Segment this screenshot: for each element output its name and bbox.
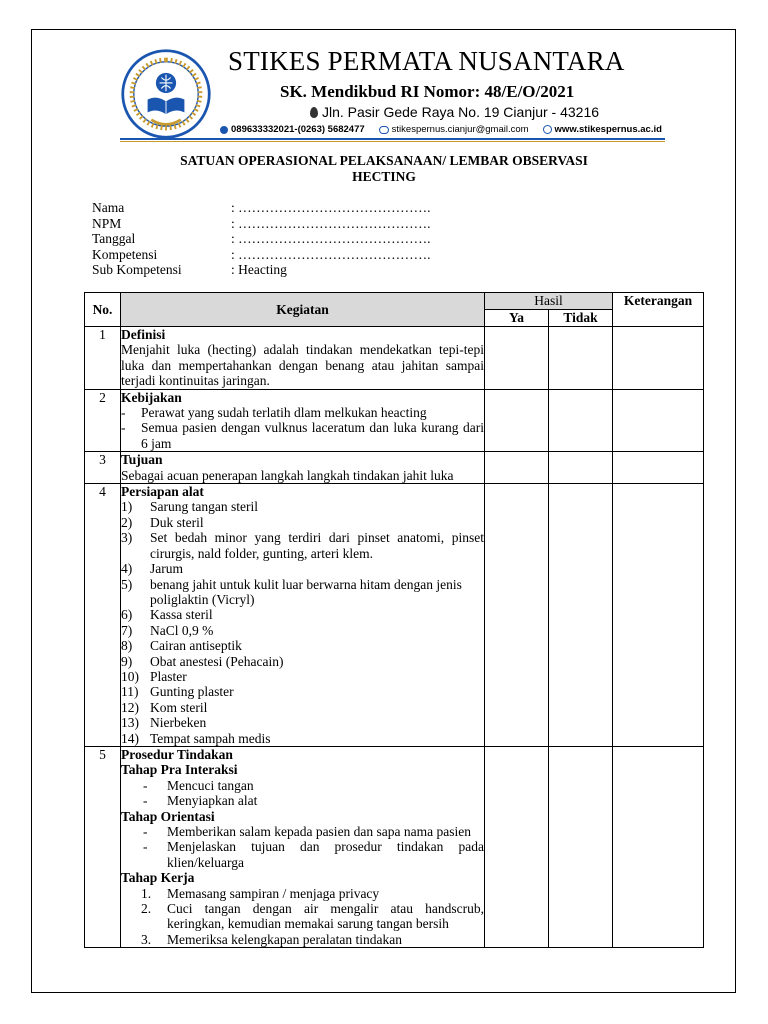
phone-icon	[220, 126, 228, 134]
section-text: Menjahit luka (hecting) adalah tindakan mendekatkan tepi-tepi luka dan mempertahankan dengan benang atau jahitan sampai terjadi kontinuitas jaringan.	[121, 342, 484, 389]
list-item	[121, 654, 484, 669]
table-row	[85, 452, 704, 484]
identity-row-tanggal	[92, 231, 431, 247]
institution-name: STIKES PERMATA NUSANTARA	[228, 46, 625, 76]
list-item-text: Tempat sampah medis	[150, 730, 271, 746]
activity-cell	[121, 484, 485, 747]
identity-row-npm	[92, 216, 431, 232]
list-item-text: Plaster	[150, 668, 187, 684]
list-item-text: Menyiapkan alat	[167, 793, 258, 809]
list-item	[121, 499, 484, 514]
identity-row-sub-kompetensi	[92, 262, 431, 278]
section-title: Definisi	[121, 327, 166, 342]
list-number: 4)	[121, 561, 133, 577]
document-subtitle: HECTING	[352, 169, 416, 184]
table-row	[85, 327, 704, 390]
identity-value: : …………………………………….	[231, 215, 431, 231]
list-item-text: Menjelaskan tujuan dan prosedur tindakan pada klien/keluarga	[167, 839, 484, 870]
list-item-text: Jarum	[150, 561, 183, 577]
list-item	[121, 886, 484, 901]
list-item-text: Duk steril	[150, 514, 204, 530]
list-number: 14)	[121, 730, 139, 746]
list-item-text: Nierbeken	[150, 715, 207, 731]
section-title: Kebijakan	[121, 389, 182, 405]
tidak-checkbox-cell[interactable]	[549, 746, 613, 947]
list-item	[121, 669, 484, 684]
list-item	[121, 561, 484, 576]
list-item	[121, 778, 484, 793]
list-item-text: Set bedah minor yang terdiri dari pinset anatomi, pinset cirurgis, nald folder, gunting, arteri klem.	[150, 530, 484, 561]
identity-row-nama	[92, 200, 431, 216]
address	[310, 104, 599, 120]
row-number: 3	[85, 452, 121, 484]
ya-checkbox-cell[interactable]	[485, 327, 549, 390]
list-number: 13)	[121, 715, 139, 731]
section-title: Persiapan alat	[121, 484, 204, 500]
header-divider-gold	[120, 141, 665, 142]
header-keterangan: Keterangan	[613, 293, 704, 327]
list-number: 5)	[121, 576, 133, 592]
decree-number: SK. Mendikbud RI Nomor: 48/E/O/2021	[280, 82, 575, 101]
list-item	[121, 638, 484, 653]
header-kegiatan: Kegiatan	[121, 293, 485, 327]
header-divider-blue	[120, 138, 665, 140]
list-item-text: benang jahit untuk kulit luar berwarna hitam dengan jenis poliglaktin (Vicryl)	[150, 576, 462, 607]
identity-label: NPM	[92, 215, 122, 231]
dash-marker: -	[143, 824, 148, 839]
list-number: 1.	[141, 885, 152, 901]
list-item	[121, 731, 484, 746]
list-item	[121, 839, 484, 870]
keterangan-cell[interactable]	[613, 484, 704, 747]
activity-cell	[121, 746, 485, 947]
header-ya: Ya	[485, 310, 549, 327]
location-pin-icon	[310, 107, 318, 118]
list-item-text: Cuci tangan dengan air mengalir atau handscrub, keringkan, kemudian memakai sarung tangan bersih	[167, 901, 484, 932]
dash-marker: -	[121, 405, 126, 421]
list-item	[121, 405, 484, 420]
address-text: Jln. Pasir Gede Raya No. 19 Cianjur - 43216	[322, 104, 600, 120]
list-item	[121, 420, 484, 451]
list-item-text: Semua pasien dengan vulknus laceratum dan luka kurang dari 6 jam	[141, 420, 484, 451]
keterangan-cell[interactable]	[613, 327, 704, 390]
activity-cell	[121, 327, 485, 390]
section-title: Prosedur Tindakan	[121, 746, 233, 762]
header-no: No.	[85, 293, 121, 327]
section-title: Tujuan	[121, 452, 163, 468]
list-item	[121, 700, 484, 715]
list-item	[121, 715, 484, 730]
activity-cell	[121, 389, 485, 452]
table-row	[85, 389, 704, 452]
list-item-text: Memberikan salam kepada pasien dan sapa nama pasien	[167, 824, 472, 839]
list-item-text: Sarung tangan steril	[150, 499, 258, 515]
list-item	[121, 607, 484, 622]
contact-line	[220, 124, 662, 135]
list-item-text: Memeriksa kelengkapan peralatan tindakan	[167, 931, 403, 947]
subsection-title: Tahap Kerja	[121, 870, 195, 886]
row-number: 2	[85, 389, 121, 452]
list-item-text: Obat anestesi (Pehacain)	[150, 653, 284, 669]
row-number: 1	[85, 327, 121, 390]
list-item	[121, 932, 484, 947]
dash-marker: -	[143, 793, 148, 809]
identity-value: : Heacting	[231, 262, 287, 277]
ya-checkbox-cell[interactable]	[485, 452, 549, 484]
list-item-text: Perawat yang sudah terlatih dlam melkukan heacting	[141, 405, 427, 421]
list-item	[121, 793, 484, 808]
list-item-text: Kassa steril	[150, 607, 213, 623]
list-item-text: Mencuci tangan	[167, 777, 254, 793]
list-number: 2)	[121, 514, 133, 530]
identity-value: : …………………………………….	[231, 200, 431, 215]
list-number: 10)	[121, 668, 139, 684]
email-text: stikespernus.cianjur@gmail.com	[391, 124, 529, 135]
header-hasil: Hasil	[485, 293, 613, 310]
list-item	[121, 684, 484, 699]
list-item	[121, 530, 484, 561]
list-item	[121, 577, 484, 608]
letterhead	[120, 42, 665, 136]
keterangan-cell[interactable]	[613, 452, 704, 484]
identity-label: Tanggal	[92, 231, 136, 246]
identity-value: : …………………………………….	[231, 246, 431, 262]
row-number: 4	[85, 484, 121, 747]
list-number: 1)	[121, 499, 133, 515]
list-item-text: NaCl 0,9 %	[150, 622, 214, 638]
tidak-checkbox-cell[interactable]	[549, 389, 613, 452]
list-item	[121, 515, 484, 530]
list-number: 3)	[121, 530, 133, 546]
document-title: SATUAN OPERASIONAL PELAKSANAAN/ LEMBAR OBSERVASI	[180, 153, 588, 168]
tidak-checkbox-cell[interactable]	[549, 484, 613, 747]
keterangan-cell[interactable]	[613, 389, 704, 452]
list-item-text: Memasang sampiran / menjaga privacy	[167, 885, 380, 901]
list-number: 2.	[141, 901, 152, 917]
keterangan-cell[interactable]	[613, 746, 704, 947]
ya-checkbox-cell[interactable]	[485, 484, 549, 747]
identity-block	[92, 200, 431, 278]
dash-marker: -	[143, 777, 148, 793]
tidak-checkbox-cell[interactable]	[549, 452, 613, 484]
list-number: 7)	[121, 622, 133, 638]
dash-marker: -	[121, 420, 126, 436]
globe-icon	[543, 125, 552, 134]
list-number: 9)	[121, 653, 133, 669]
list-number: 12)	[121, 699, 139, 715]
identity-row-kompetensi	[92, 247, 431, 263]
identity-label: Nama	[92, 200, 125, 215]
list-item-text: Gunting plaster	[150, 684, 234, 700]
website-text: www.stikespernus.ac.id	[554, 124, 662, 135]
list-item	[121, 824, 484, 839]
list-item-text: Kom steril	[150, 699, 208, 715]
email-icon	[379, 126, 389, 134]
dash-marker: -	[143, 839, 148, 855]
list-number: 11)	[121, 684, 139, 700]
list-item-text: Cairan antiseptik	[150, 638, 242, 654]
header-tidak: Tidak	[549, 310, 613, 327]
phone-text: 089633332021-(0263) 5682477	[231, 124, 365, 135]
identity-label: Sub Kompetensi	[92, 262, 182, 277]
institution-logo	[120, 48, 212, 140]
section-text: Sebagai acuan penerapan langkah langkah tindakan jahit luka	[121, 467, 454, 483]
observation-table	[84, 292, 704, 948]
subsection-title: Tahap Orientasi	[121, 808, 215, 824]
row-number: 5	[85, 746, 121, 947]
list-number: 6)	[121, 607, 133, 623]
list-number: 3.	[141, 931, 152, 947]
ya-checkbox-cell[interactable]	[485, 746, 549, 947]
list-number: 8)	[121, 638, 133, 654]
list-item	[121, 901, 484, 932]
activity-cell	[121, 452, 485, 484]
tidak-checkbox-cell[interactable]	[549, 327, 613, 390]
table-row	[85, 484, 704, 747]
table-row	[85, 746, 704, 947]
identity-value: : …………………………………….	[231, 231, 431, 246]
identity-label: Kompetensi	[92, 246, 158, 262]
subsection-title: Tahap Pra Interaksi	[121, 762, 238, 778]
list-item	[121, 623, 484, 638]
ya-checkbox-cell[interactable]	[485, 389, 549, 452]
